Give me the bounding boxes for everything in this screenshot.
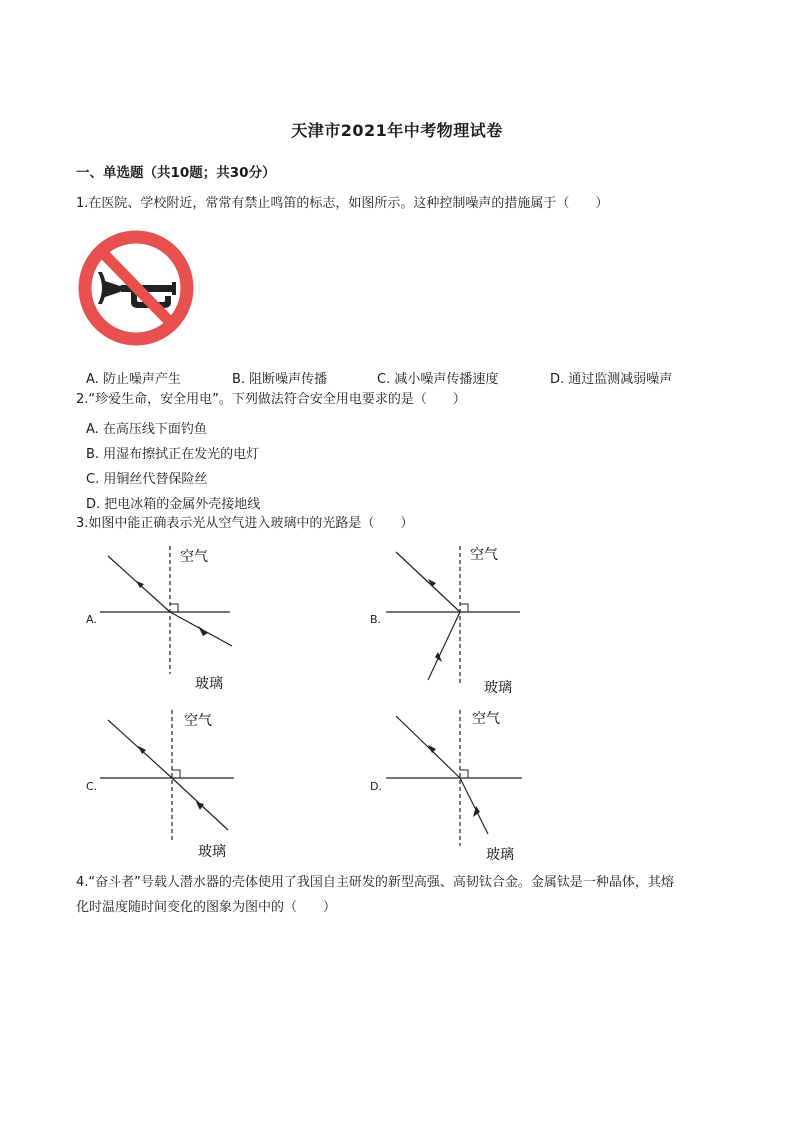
q3-a-glass-label: 玻璃 bbox=[195, 676, 223, 692]
q2-option-c[interactable]: C. 用铜丝代替保险丝 bbox=[86, 472, 208, 487]
q3-option-a-label[interactable]: A. bbox=[86, 613, 97, 626]
no-horn-sign-icon bbox=[76, 228, 196, 348]
q3-option-b-label[interactable]: B. bbox=[370, 613, 382, 626]
question-1-stem: 1.在医院、学校附近，常常有禁止鸣笛的标志，如图所示。这种控制噪声的措施属于（ ） bbox=[76, 196, 609, 211]
q1-option-d[interactable]: D. 通过监测减弱噪声 bbox=[550, 372, 673, 387]
q1-option-a[interactable]: A. 防止噪声产生 bbox=[86, 372, 181, 387]
q3-d-glass-label: 玻璃 bbox=[486, 847, 514, 863]
q3-b-air-label: 空气 bbox=[470, 547, 498, 563]
q3-option-d-label[interactable]: D. bbox=[370, 780, 382, 793]
question-3-stem: 3.如图中能正确表示光从空气进入玻璃中的光路是（ ） bbox=[76, 516, 414, 531]
q2-option-b[interactable]: B. 用湿布擦拭正在发光的电灯 bbox=[86, 447, 260, 462]
q3-diagram-b bbox=[386, 542, 526, 697]
question-4-stem-line-2: 化时温度随时间变化的图象为图中的（ ） bbox=[76, 900, 337, 915]
page-title: 天津市2021年中考物理试卷 bbox=[291, 121, 503, 140]
q2-option-d[interactable]: D. 把电冰箱的金属外壳接地线 bbox=[86, 497, 261, 512]
question-4-stem-line-1: 4.“奋斗者”号载人潜水器的壳体使用了我国自主研发的新型高强、高韧钛合金。金属钛是一种晶体，其熔 bbox=[76, 875, 674, 890]
q3-b-glass-label: 玻璃 bbox=[484, 680, 512, 696]
question-2-stem: 2.“珍爱生命，安全用电”。下列做法符合安全用电要求的是（ ） bbox=[76, 392, 466, 407]
q3-c-air-label: 空气 bbox=[184, 713, 212, 729]
q1-option-b[interactable]: B. 阻断噪声传播 bbox=[232, 372, 328, 387]
q3-diagram-d bbox=[386, 706, 526, 864]
q1-option-c[interactable]: C. 减小噪声传播速度 bbox=[377, 372, 499, 387]
q3-diagram-c bbox=[100, 706, 240, 861]
q3-diagram-a bbox=[100, 542, 240, 692]
section-heading: 一、单选题（共10题；共30分） bbox=[76, 165, 276, 181]
q2-option-a[interactable]: A. 在高压线下面钓鱼 bbox=[86, 422, 207, 437]
q3-d-air-label: 空气 bbox=[472, 711, 500, 727]
q3-option-c-label[interactable]: C. bbox=[86, 780, 98, 793]
q3-c-glass-label: 玻璃 bbox=[198, 844, 226, 860]
q3-a-air-label: 空气 bbox=[180, 549, 208, 565]
